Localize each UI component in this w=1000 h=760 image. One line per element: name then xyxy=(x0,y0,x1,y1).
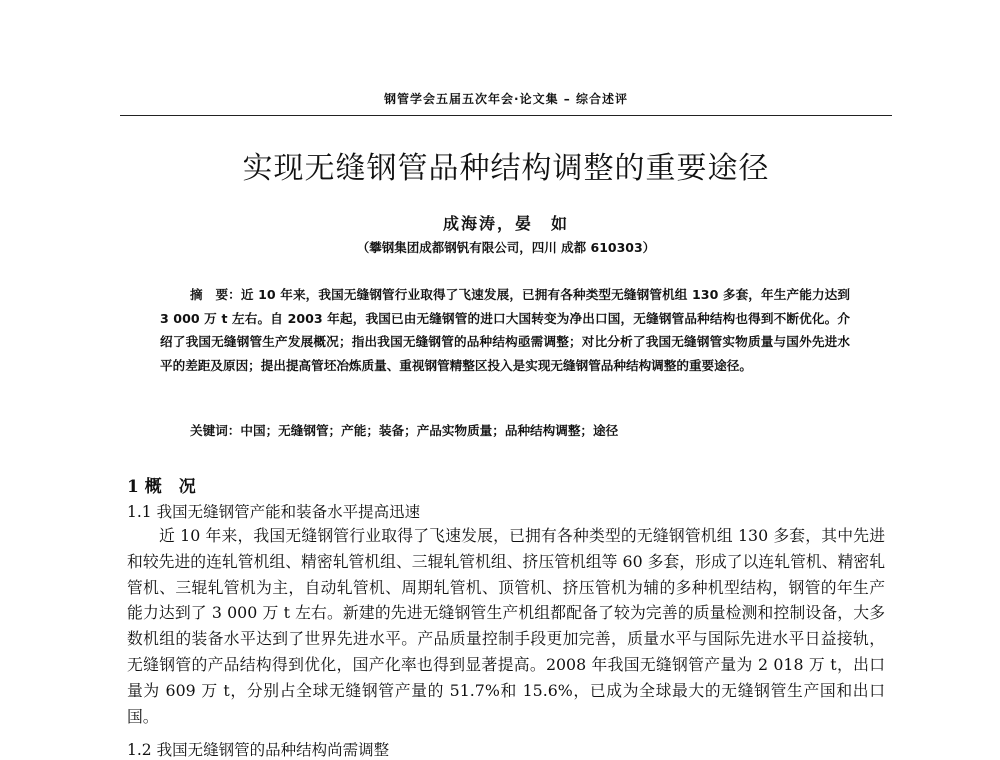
header-rule xyxy=(120,115,892,116)
subsection-heading-1-1: 1.1 我国无缝钢管产能和装备水平提高迅速 xyxy=(127,503,421,521)
keywords xyxy=(190,420,850,439)
body-paragraph: 近 10 年来，我国无缝钢管行业取得了飞速发展，已拥有各种类型的无缝钢管机组 130 多套，其中先进和较先进的连轧管机组、精密轧管机组、三辊轧管机组、挤压管机组等 60 多套，形成了以连轧管机、精密轧管机、三辊轧管机为主，自动轧管机、周期轧管机、顶管机、挤压管机为辅的多种机型结构，钢管的年生产能力达到了 3 000 万 t 左右。新建的先进无缝钢管生产机组都配备了较为完善的质量检测和控制设备，大多数机组的装备水平达到了世界先进水平。产品质量控制手段更加完善，质量水平与国际先进水平日益接轨，无缝钢管的产品结构得到优化，国产化率也得到显著提高。2008 年我国无缝钢管产量为 2 018 万 t，出口量为 609 万 t，分别占全球无缝钢管产量的 51.7%和 15.6%，已成为全球最大的无缝钢管生产国和出口国。 xyxy=(127,526,885,726)
paper-title: 实现无缝钢管品种结构调整的重要途径 xyxy=(242,151,770,186)
running-head: 钢管学会五届五次年会·论文集 – 综合述评 xyxy=(384,92,628,106)
abstract xyxy=(160,283,850,377)
affiliation: （攀钢集团成都钢钒有限公司，四川 成都 610303） xyxy=(356,240,656,255)
authors: 成海涛，晏 如 xyxy=(442,214,569,233)
abstract-label: 摘 要： xyxy=(190,287,241,302)
abstract-text: 近 10 年来，我国无缝钢管行业取得了飞速发展，已拥有各种类型无缝钢管机组 130 多套，年生产能力达到 3 000 万 t 左右。自 2003 年起，我国已由无缝钢管的进口大国转变为净出口国，无缝钢管品种结构也得到不断优化。介绍了我国无缝钢管生产发展概况；指出我国无缝钢管的品种结构亟需调整；对比分析了我国无缝钢管实物质量与国外先进水平的差距及原因；提出提高管坯冶炼质量、重视钢管精整区投入是实现无缝钢管品种结构调整的重要途径。 xyxy=(160,287,851,373)
section-heading-1: 1 概 况 xyxy=(127,477,196,497)
subsection-heading-1-2: 1.2 我国无缝钢管的品种结构尚需调整 xyxy=(127,741,390,759)
keywords-label: 关键词： xyxy=(190,423,241,438)
keywords-text: 中国；无缝钢管；产能；装备；产品实物质量；品种结构调整；途径 xyxy=(240,423,619,438)
